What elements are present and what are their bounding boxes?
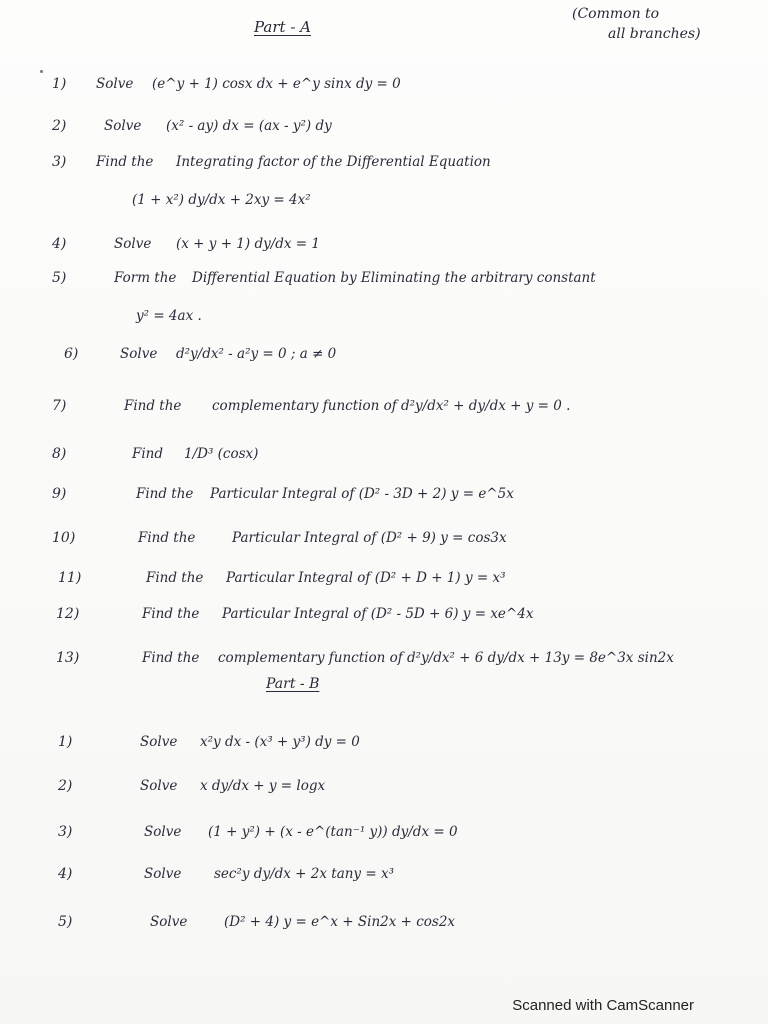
question-number: 13)	[56, 650, 80, 666]
question-verb: Find the	[124, 398, 182, 414]
question-text: Particular Integral of (D² - 5D + 6) y = xe^4x	[222, 606, 534, 622]
note-line-1: (Common to	[572, 6, 660, 22]
question-text: (x² - ay) dx = (ax - y²) dy	[166, 118, 332, 134]
question-number: 12)	[56, 606, 80, 622]
question-number: 7)	[52, 398, 67, 414]
question-verb: Solve	[150, 914, 188, 930]
question-text: complementary function of d²y/dx² + 6 dy/dx + 13y = 8e^3x sin2x	[218, 650, 674, 666]
question-a1	[0, 76, 768, 102]
question-a5	[0, 270, 768, 296]
question-verb: Solve	[114, 236, 152, 252]
question-text: (e^y + 1) cosx dx + e^y sinx dy = 0	[152, 76, 401, 92]
question-a5-equation: y² = 4ax .	[136, 308, 202, 324]
question-verb: Solve	[144, 824, 182, 840]
question-b5	[0, 914, 768, 940]
question-number: 9)	[52, 486, 67, 502]
question-number: 6)	[64, 346, 79, 362]
question-a9	[0, 486, 768, 512]
question-verb: Find the	[138, 530, 196, 546]
question-number: 3)	[52, 154, 67, 170]
question-text: Particular Integral of (D² + 9) y = cos3x	[232, 530, 507, 546]
question-text: Differential Equation by Eliminating the arbitrary constant	[192, 270, 596, 286]
question-text: (D² + 4) y = e^x + Sin2x + cos2x	[224, 914, 456, 930]
question-text: 1/D³ (cosx)	[184, 446, 259, 462]
question-verb: Find the	[142, 606, 200, 622]
camscanner-watermark: Scanned with CamScanner	[512, 997, 694, 1014]
question-text: complementary function of d²y/dx² + dy/dx + y = 0 .	[212, 398, 571, 414]
question-b1	[0, 734, 768, 760]
question-number: 5)	[52, 270, 67, 286]
question-b4	[0, 866, 768, 892]
question-verb: Solve	[104, 118, 142, 134]
question-verb: Find	[132, 446, 164, 462]
question-verb: Solve	[120, 346, 158, 362]
question-number: 4)	[52, 236, 67, 252]
question-number: 2)	[52, 118, 67, 134]
question-a11	[0, 570, 768, 596]
question-verb: Solve	[140, 778, 178, 794]
question-verb: Find the	[142, 650, 200, 666]
question-text: Particular Integral of (D² - 3D + 2) y = e^5x	[210, 486, 514, 502]
question-verb: Find the	[146, 570, 204, 586]
note-line-2: all branches)	[608, 26, 701, 42]
question-text: x dy/dx + y = logx	[200, 778, 326, 794]
question-a2	[0, 118, 768, 144]
ink-dot	[40, 70, 43, 73]
question-number: 4)	[58, 866, 73, 882]
question-b2	[0, 778, 768, 804]
question-number: 5)	[58, 914, 73, 930]
question-text: sec²y dy/dx + 2x tany = x³	[214, 866, 394, 882]
question-text: (1 + y²) + (x - e^(tan⁻¹ y)) dy/dx = 0	[208, 824, 458, 840]
question-verb: Find the	[136, 486, 194, 502]
question-text: Particular Integral of (D² + D + 1) y = x³	[226, 570, 506, 586]
question-text: Integrating factor of the Differential Equation	[176, 154, 491, 170]
question-a4	[0, 236, 768, 262]
question-a12	[0, 606, 768, 632]
question-b3	[0, 824, 768, 850]
question-text: x²y dx - (x³ + y³) dy = 0	[200, 734, 360, 750]
part-a-title: Part - A	[254, 18, 311, 36]
question-verb: Form the	[114, 270, 177, 286]
question-number: 3)	[58, 824, 73, 840]
question-number: 1)	[58, 734, 73, 750]
question-verb: Solve	[140, 734, 178, 750]
question-a6	[0, 346, 768, 372]
question-number: 1)	[52, 76, 67, 92]
part-b-title: Part - B	[266, 676, 320, 692]
question-a7	[0, 398, 768, 424]
question-verb: Solve	[96, 76, 134, 92]
question-verb: Find the	[96, 154, 154, 170]
question-number: 10)	[52, 530, 76, 546]
question-a3-equation: (1 + x²) dy/dx + 2xy = 4x²	[132, 192, 311, 208]
question-a8	[0, 446, 768, 472]
question-a13	[0, 650, 768, 676]
question-number: 2)	[58, 778, 73, 794]
question-text: (x + y + 1) dy/dx = 1	[176, 236, 320, 252]
question-number: 11)	[58, 570, 82, 586]
question-verb: Solve	[144, 866, 182, 882]
question-text: d²y/dx² - a²y = 0 ; a ≠ 0	[176, 346, 337, 362]
question-a10	[0, 530, 768, 556]
question-a3	[0, 154, 768, 180]
question-number: 8)	[52, 446, 67, 462]
